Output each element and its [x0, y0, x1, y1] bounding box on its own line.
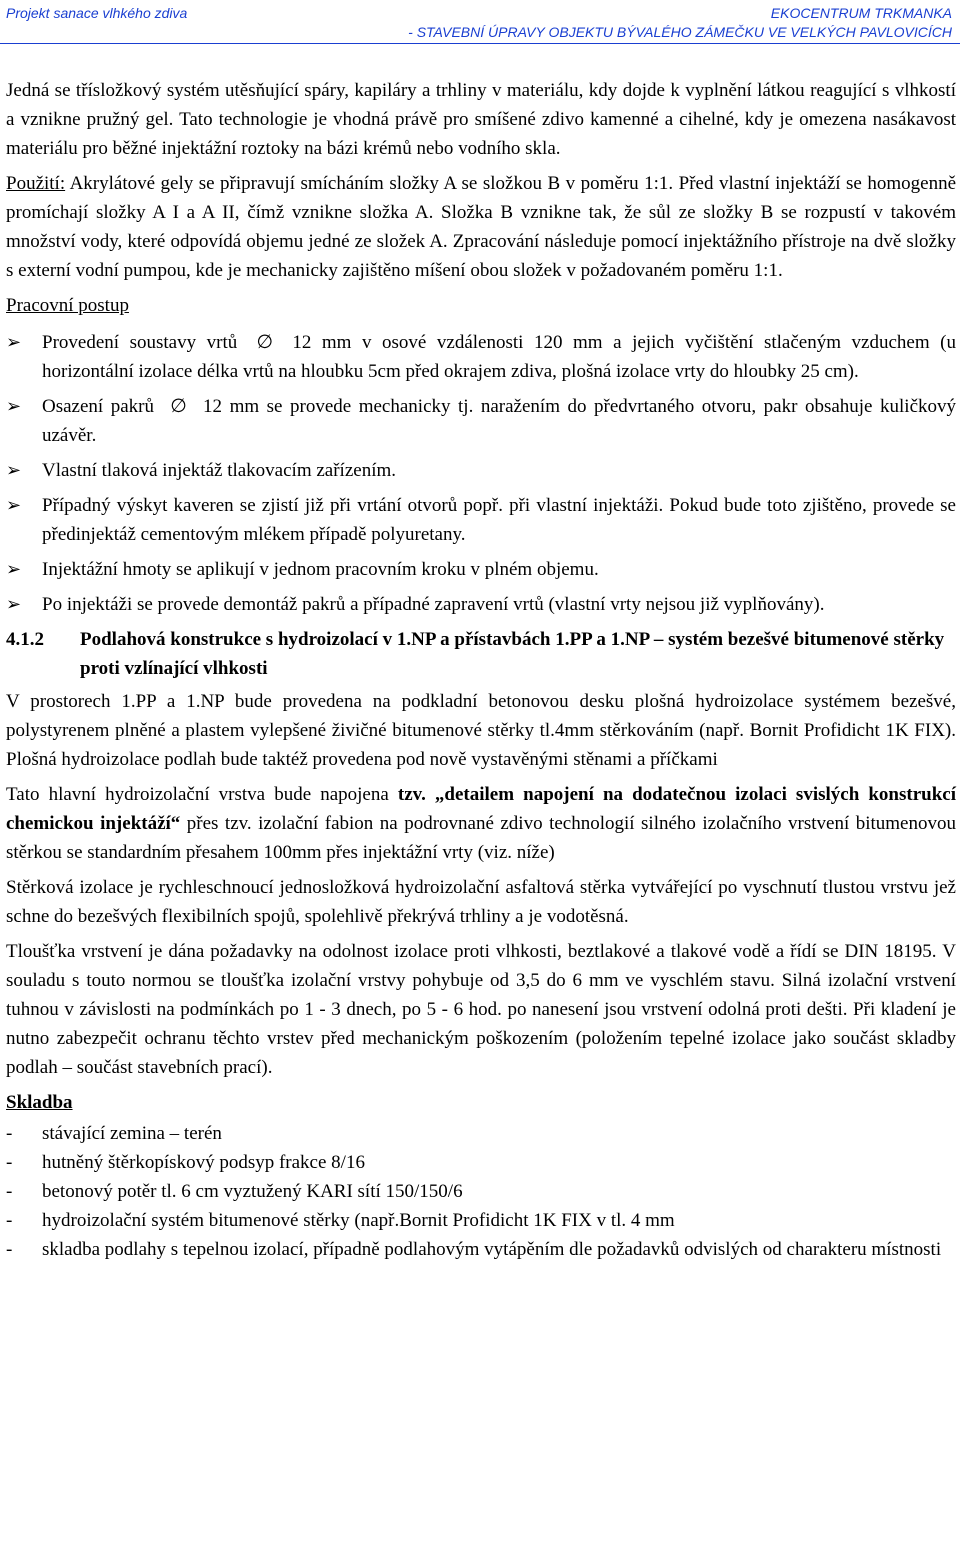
procedure-heading: Pracovní postup — [6, 295, 129, 316]
list-item: ➢ Osazení pakrů ∅ 12 mm se provede mechanicky tj. naražením do předvrtaného otvoru, pakr obsahuje kuličkový uzávěr. — [6, 392, 956, 450]
arrow-bullet-icon: ➢ — [6, 594, 22, 615]
dash-bullet-icon: - — [6, 1181, 13, 1202]
list-item: - stávající zemina – terén — [6, 1119, 956, 1148]
arrow-bullet-icon: ➢ — [6, 396, 22, 417]
header-subtitle: - STAVEBNÍ ÚPRAVY OBJEKTU BÝVALÉHO ZÁMEČKU VE VELKÝCH PAVLOVICÍCH — [408, 24, 952, 40]
section-title: Podlahová konstrukce s hydroizolací v 1.NP a přístavbách 1.PP a 1.NP – systém bezešvé bitumenové stěrky proti vzlínající vlhkosti — [80, 629, 945, 679]
dash-bullet-icon: - — [6, 1239, 13, 1260]
page-header — [0, 0, 960, 44]
header-project-title: Projekt sanace vlhkého zdiva — [6, 5, 188, 21]
list-item: ➢ Po injektáži se provede demontáž pakrů a případné zapravení vrtů (vlastní vrty nejsou již vyplňovány). — [6, 590, 956, 619]
usage-paragraph — [6, 169, 956, 285]
paragraph-connection: Tato hlavní hydroizolační vrstva bude napojena tzv. „detailem napojení na dodatečnou izolaci svislých konstrukcí chemickou injektáží“ přes tzv. izolační fabion na podrovnané zdivo technologií silného izolačního vrstvení bitumenovou stěrkou se standardním přesahem 100mm přes injektážní vrty (viz. níže) — [6, 784, 956, 863]
section-heading — [6, 625, 956, 683]
procedure-list — [6, 328, 956, 619]
arrow-bullet-icon: ➢ — [6, 495, 22, 516]
bold-emphasis: tzv. „detailem napojení na dodatečnou izolaci svislých konstrukcí chemickou injektáží“ — [6, 784, 956, 834]
list-item: ➢ Injektážní hmoty se aplikují v jednom pracovním kroku v plném objemu. — [6, 555, 956, 584]
list-item: - hutněný štěrkopískový podsyp frakce 8/16 — [6, 1148, 956, 1177]
usage-label: Použití: — [6, 173, 66, 194]
dash-bullet-icon: - — [6, 1152, 13, 1173]
list-item: ➢ Vlastní tlaková injektáž tlakovacím zařízením. — [6, 456, 956, 485]
header-organization: EKOCENTRUM TRKMANKA — [770, 5, 952, 21]
composition-heading: Skladba — [6, 1092, 73, 1113]
list-item: - skladba podlahy s tepelnou izolací, případně podlahovým vytápěním dle požadavků odvislých od charakteru místnosti — [6, 1235, 956, 1264]
dash-bullet-icon: - — [6, 1123, 13, 1144]
composition-list — [6, 1119, 956, 1264]
arrow-bullet-icon: ➢ — [6, 460, 22, 481]
dash-bullet-icon: - — [6, 1210, 13, 1231]
diameter-icon: ∅ — [256, 331, 274, 353]
usage-text: Akrylátové gely se připravují smícháním složky A se složkou B v poměru 1:1. Před vlastní injektáží se homogenně promíchají složky A I a A II, čímž vznikne složka A. Složka B vznikne tak, že sůl ze složky B se rozpustí v takovém množství vody, které odpovídá objemu jedné ze složek A. Zpracování následuje pomocí injektážního přístroje na dvě složky s externí vodní pumpou, kde je mechanicky zajištěno míšení obou složek v požadovaném poměru 1:1. — [6, 173, 956, 281]
arrow-bullet-icon: ➢ — [6, 332, 22, 353]
list-item: - betonový potěr tl. 6 cm vyztužený KARI sítí 150/150/6 — [6, 1177, 956, 1206]
paragraph-thickness: Tloušťka vrstvení je dána požadavky na odolnost izolace proti vlhkosti, beztlakové a tlakové vodě a řídí se DIN 18195. V souladu s touto normou se tloušťka izolační vrstvy pohybuje od 3,5 do 6 mm ve vyschlém stavu. Silná izolační vrstvení tuhnou v závislosti na podmínkách po 1 - 3 dnech, po 5 - 6 hod. po nanesení jsou vrstvení odolná proti dešti. Při kladení je nutno zabezpečit ochranu těchto vrstev před mechanickým poškozením (položením tepelné izolace jako součást skladby podlah – součást stavebních prací). — [6, 941, 956, 1078]
arrow-bullet-icon: ➢ — [6, 559, 22, 580]
list-item: ➢ Provedení soustavy vrtů ∅ 12 mm v osové vzdálenosti 120 mm a jejich vyčištění stlačeným vzduchem (u horizontální izolace délka vrtů na hloubku 5cm před okrajem zdiva, plošná izolace vrty do hloubky 25 cm). — [6, 328, 956, 386]
paragraph-coating: Stěrková izolace je rychleschnoucí jednosložková hydroizolační asfaltová stěrka vytvářející po vyschnutí tlustou vrstvu jež schne do bezešvých flexibilních spojů, spolehlivě překrývá trhliny a je vodotěsná. — [6, 877, 956, 927]
list-item: ➢ Případný výskyt kaveren se zjistí již při vrtání otvorů popř. při vlastní injektáži. Pokud bude toto zjištěno, provede se předinjektáž cementovým mlékem případě polyuretany. — [6, 491, 956, 549]
header-rule — [0, 43, 960, 44]
paragraph-floor: V prostorech 1.PP a 1.NP bude provedena na podkladní betonovou desku plošná hydroizolace systémem bezešvé, polystyrenem plněné a plastem vylepšené živičné bitumenové stěrky tl.4mm stěrkováním (např. Bornit Profidicht 1K FIX). Plošná hydroizolace podlah bude taktéž provedena pod nově vystavěnými stěnami a příčkami — [6, 691, 956, 770]
intro-paragraph: Jedná se třísložkový systém utěsňující spáry, kapiláry a trhliny v materiálu, kdy dojde k vyplnění látkou reagující s vlhkostí a vznikne pružný gel. Tato technologie je vhodná právě pro smíšené zdivo kamenné a cihelné, kdy je omezena nasákavost materiálu pro běžné injektážní roztoky na bázi krémů nebo vodního skla. — [6, 80, 956, 159]
list-item: - hydroizolační systém bitumenové stěrky (např.Bornit Profidicht 1K FIX v tl. 4 mm — [6, 1206, 956, 1235]
document-body — [6, 76, 956, 1264]
diameter-icon: ∅ — [170, 395, 187, 417]
section-number: 4.1.2 — [6, 629, 44, 650]
